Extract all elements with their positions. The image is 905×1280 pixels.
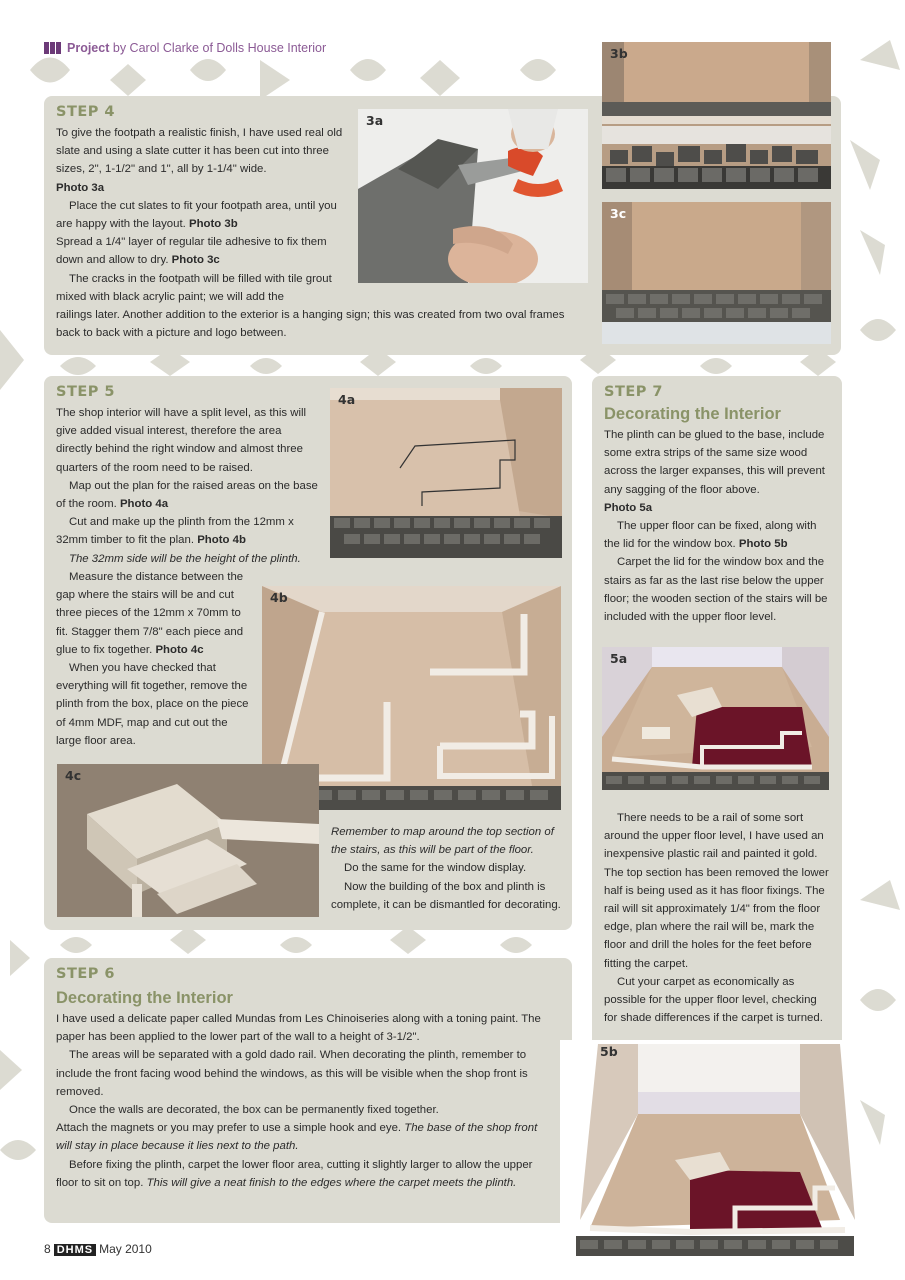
step5-body-bottom: [331, 823, 563, 914]
step5-p3: Cut and make up the plinth from the 12mm x 32mm timber to fit the plan.: [56, 516, 294, 547]
step4-p1-ref: Photo 3a: [56, 181, 105, 194]
photo-4c-label: 4c: [65, 768, 82, 783]
step4-p4a: The cracks in the footpath will be filled with tile grout mixed with black acrylic paint; we will add the: [56, 272, 332, 303]
step4-body-wide: [56, 306, 586, 342]
page-header: [44, 41, 326, 57]
step5-p7: Remember to map around the top section of the stairs, as this will be part of the floor.: [331, 826, 554, 857]
step5-body-top: [56, 404, 318, 568]
step4-p2: Place the cut slates to fit your footpath area, until you are happy with the layout.: [56, 199, 337, 231]
photo-4b-label: 4b: [270, 590, 288, 605]
step5-p2: Map out the plan for the raised areas on the base of the room.: [56, 479, 318, 511]
step7-subtitle: Decorating the Interior: [604, 405, 781, 423]
step6-subtitle: Decorating the Interior: [56, 989, 233, 1007]
step4-p2-ref: Photo 3b: [188, 218, 238, 231]
step5-body-mid: [56, 568, 252, 750]
step6-p1: I have used a delicate paper called Mundas from Les Chinoiseries along with a toning paint. The paper has been applied to the lower part of the wall to a height of 3-1/2".: [56, 1013, 541, 1044]
step7-p5: Cut your carpet as economically as possible for the upper floor level, checking for shade differences if the carpet is turned.: [604, 975, 823, 1025]
header-bars-icon: [44, 42, 62, 57]
photo-3c-label: 3c: [610, 206, 627, 221]
step4-title: STEP 4: [56, 104, 116, 120]
page-footer: [44, 1242, 152, 1256]
photo-3c: [602, 202, 831, 344]
step6-p5: Before fixing the plinth, carpet the lower floor area, cutting it slightly larger to allow the upper floor to sit on top.: [56, 1158, 533, 1189]
step7-p3: Carpet the lid for the window box and the stairs as far as the last rise below the upper floor; the wooden section of the stairs will be included with the upper floor level.: [604, 556, 828, 624]
photo-4a-label: 4a: [338, 392, 356, 407]
photo-3b-label: 3b: [610, 46, 628, 61]
photo-3a-label: 3a: [366, 113, 384, 128]
step7-p2-ref: Photo 5b: [738, 538, 788, 551]
step4-p4b: railings later. Another addition to the exterior is a hanging sign; this was created from two oval frames back to back with a picture and logo between.: [56, 309, 565, 340]
step5-p4: The 32mm side will be the height of the plinth.: [69, 552, 301, 565]
step6-body: [56, 1010, 556, 1192]
photo-5a: [602, 647, 829, 790]
photo-4c: [57, 764, 319, 917]
step5-p5: Measure the distance between the gap where the stairs will be and cut three pieces of the 12mm x 70mm to fit. Stagger them 7/8" each piece and glue to fix together.: [56, 571, 244, 656]
step5-p2-ref: Photo 4a: [119, 498, 169, 511]
photo-5b-label: 5b: [600, 1044, 618, 1059]
photo-5b: [560, 1040, 860, 1256]
magazine-logo: DHMS: [54, 1244, 96, 1256]
step4-body: [56, 124, 352, 306]
header-byline: by Carol Clarke of Dolls House Interior: [112, 41, 327, 55]
step5-p8: Do the same for the window display.: [344, 862, 527, 875]
photo-3b: [602, 42, 831, 189]
step7-p4: There needs to be a rail of some sort around the upper floor level, I have used an inexpensive plastic rail and painted it gold. The top section has been removed the lower half is being used as it has floor fixings. The rail will sit approximately 1/4" from the floor edge, plan where the rail will be, mark the floor and drill the holes for the feet before fitting the carpet.: [604, 812, 829, 970]
step7-body-bottom: [604, 809, 830, 1027]
step6-p4-italic: The base of the shop front will stay in place because it lies next to the path.: [56, 1122, 538, 1153]
step7-title: STEP 7: [604, 384, 664, 400]
step7-body-top: [604, 426, 830, 626]
step4-p3-ref: Photo 3c: [171, 254, 220, 267]
step7-p1: The plinth can be glued to the base, include some extra strips of the same size wood across the larger expanses, this will prevent any sagging of the floor above.: [604, 429, 825, 496]
step4-p3: Spread a 1/4" layer of regular tile adhesive to fix them down and allow to dry.: [56, 236, 327, 267]
step5-title: STEP 5: [56, 384, 116, 400]
step6-p5-italic: This will give a neat finish to the edges where the carpet meets the plinth.: [146, 1176, 517, 1189]
step7-p2: The upper floor can be fixed, along with the lid for the window box.: [604, 520, 817, 551]
step6-p3: Once the walls are decorated, the box can be permanently fixed together.: [69, 1104, 439, 1117]
step4-p1: To give the footpath a realistic finish, I have used real old slate and using a slate cutter it has been cut into three sizes, 2", 1-1/2" and 1", all by 1-1/4" wide.: [56, 127, 343, 176]
photo-3a: [358, 109, 588, 283]
step5-p5-ref: Photo 4c: [155, 643, 204, 656]
step7-p1-ref: Photo 5a: [604, 501, 653, 514]
step6-p2: The areas will be separated with a gold dado rail. When decorating the plinth, remember to include the front facing wood behind the windows, as this will be visible when the shop front is removed.: [56, 1049, 528, 1098]
issue-date: May 2010: [99, 1242, 152, 1256]
photo-4a: [330, 388, 562, 558]
step5-p6: When you have checked that everything will fit together, remove the plinth from the box, place on the piece of 4mm MDF, map and cut out the large floor area.: [56, 662, 249, 747]
step5-p1: The shop interior will have a split level, as this will give added visual interest, therefore the area directly behind the right window and almost three quarters of the room need to be raised.: [56, 407, 307, 474]
step5-p9: Now the building of the box and plinth is complete, it can be dismantled for decorating.: [331, 880, 561, 911]
photo-5a-label: 5a: [610, 651, 628, 666]
page-number: 8: [44, 1242, 51, 1256]
step6-title: STEP 6: [56, 966, 116, 982]
step5-p3-ref: Photo 4b: [197, 534, 246, 547]
header-section: Project: [67, 41, 110, 55]
step6-p4: Attach the magnets or you may prefer to use a simple hook and eye.: [56, 1122, 402, 1135]
